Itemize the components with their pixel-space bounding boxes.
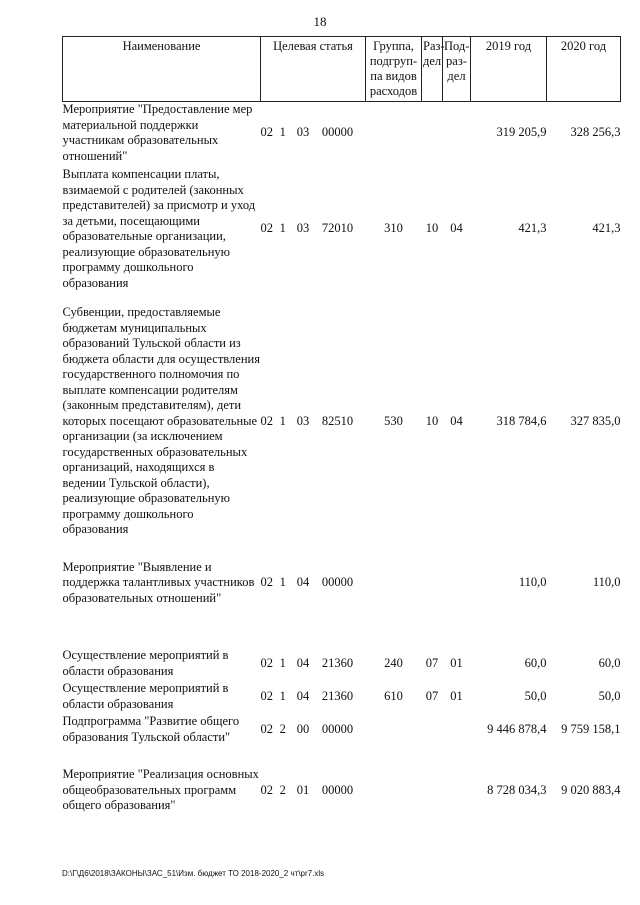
row-value-2019: 421,3: [518, 221, 547, 236]
target-code-part: 21360: [321, 688, 354, 703]
row-value-2020: 327 835,0: [570, 413, 621, 428]
row-target-code: [261, 648, 366, 679]
row-name: Осуществление мероприятий в области образования: [62, 681, 229, 711]
header-2020: 2020 год: [547, 37, 621, 102]
row-value-2020: 9 759 158,1: [561, 721, 621, 736]
table-header-row: [63, 37, 621, 102]
target-code-part: 00: [296, 721, 310, 736]
table-row: [63, 767, 621, 814]
row-value-2020: 50,0: [598, 688, 621, 703]
row-value-2020: 110,0: [592, 575, 621, 589]
table-row: [63, 102, 621, 165]
target-code-part: 1: [279, 575, 286, 589]
row-podrazdel: 01: [450, 655, 463, 670]
header-target: Целевая статья: [261, 37, 366, 102]
row-podrazdel: 01: [450, 688, 463, 703]
row-podrazdel: [443, 767, 471, 814]
row-group: [366, 767, 422, 814]
target-code-part: 1: [279, 688, 286, 703]
row-value-2020: 328 256,3: [570, 125, 621, 140]
row-podrazdel: 04: [450, 413, 463, 428]
budget-table: [62, 36, 621, 838]
target-code-part: 02: [260, 413, 273, 428]
target-code-part: 01: [296, 782, 310, 797]
row-target-code: [261, 681, 366, 712]
row-group: [366, 560, 422, 607]
row-spacer: [63, 538, 621, 560]
row-value-2019: 60,0: [524, 655, 547, 670]
target-code-part: 04: [296, 688, 310, 703]
row-podrazdel: [443, 560, 471, 607]
row-target-code: [261, 167, 366, 291]
row-value-2019: 110,0: [518, 575, 547, 589]
target-code-part: 02: [260, 221, 273, 236]
target-code-part: 00000: [321, 721, 354, 736]
target-code-part: 03: [296, 413, 310, 428]
row-target-code: [261, 305, 366, 538]
target-code-part: 1: [279, 655, 286, 670]
row-razdel: 10: [425, 413, 439, 428]
table-row: [63, 714, 621, 745]
row-value-2019: 319 205,9: [496, 125, 547, 140]
target-code-part: 82510: [321, 413, 354, 428]
target-code-part: 1: [279, 125, 286, 140]
target-code-part: 02: [260, 688, 273, 703]
target-code-part: 03: [296, 125, 310, 140]
target-code-part: 00000: [321, 575, 354, 589]
row-value-2020: 9 020 883,4: [561, 782, 621, 797]
row-value-2019: 50,0: [524, 688, 547, 703]
row-podrazdel: [443, 102, 471, 165]
target-code-part: 02: [260, 782, 273, 797]
row-razdel: [422, 102, 443, 165]
row-group: [366, 102, 422, 165]
target-code-part: 02: [260, 655, 273, 670]
target-code-part: 04: [296, 575, 310, 589]
target-code-part: 1: [279, 413, 286, 428]
table-row: [63, 648, 621, 679]
table-row: [63, 167, 621, 291]
table-row: [63, 560, 621, 607]
row-target-code: [261, 102, 366, 165]
row-name: Выплата компенсации платы, взимаемой с родителей (законных представителей) за присмотр и уход за детьми, посещающими образовательные организации, реализующие образовательную программу дошкольного образования: [62, 167, 256, 290]
row-name: Мероприятие "Предоставление мер материальной поддержки участникам образовательных отношений": [62, 102, 253, 163]
row-target-code: [261, 560, 366, 607]
target-code-part: 02: [260, 721, 273, 736]
header-podrazdel: Под-раз-дел: [443, 37, 471, 102]
row-name: Мероприятие "Реализация основных общеобразовательных программ общего образования": [62, 767, 259, 812]
target-code-part: 02: [260, 125, 273, 140]
header-group: Группа, подгруп-па видов расходов: [366, 37, 422, 102]
row-name: Субвенции, предоставляемые бюджетам муниципальных образований Тульской области из бюджета области для осуществления государственного полномочия по выплате компенсации родителям (законным представителям), дети которых посещают образовательные организации (за исключением государственных образовательных организаций, находящихся в ведении Тульской области), реализующие образовательную программу дошкольного образования: [62, 305, 260, 536]
target-code-part: 1: [279, 221, 286, 236]
row-group: 240: [384, 655, 403, 670]
table-row: [63, 305, 621, 538]
row-razdel: 07: [425, 655, 439, 670]
row-spacer: [63, 291, 621, 305]
target-code-part: 00000: [321, 782, 354, 797]
row-target-code: [261, 714, 366, 745]
row-value-2019: 9 446 878,4: [487, 721, 547, 736]
row-razdel: 10: [425, 221, 439, 236]
row-group: [366, 714, 422, 745]
row-razdel: [422, 714, 443, 745]
row-razdel: [422, 767, 443, 814]
row-group: 310: [384, 221, 403, 236]
target-code-part: 2: [279, 782, 286, 797]
row-group: 530: [384, 413, 403, 428]
header-2019: 2019 год: [471, 37, 547, 102]
row-podrazdel: 04: [450, 221, 463, 236]
row-podrazdel: [443, 714, 471, 745]
page-number: 18: [313, 14, 327, 29]
target-code-part: 04: [296, 655, 310, 670]
file-path-footer: D:\Г\Д6\2018\ЗАКОНЫ\ЗАС_51\Изм. бюджет ТО 2018-2020_2 чт\pr7.xls: [62, 869, 325, 878]
row-spacer: [63, 814, 621, 838]
row-razdel: 07: [425, 688, 439, 703]
row-name: Осуществление мероприятий в области образования: [62, 648, 229, 678]
header-name: Наименование: [63, 37, 261, 102]
row-name: Подпрограмма "Развитие общего образования Тульской области": [62, 714, 240, 744]
row-spacer: [63, 745, 621, 767]
row-value-2020: 60,0: [598, 655, 621, 670]
row-name: Мероприятие "Выявление и поддержка талантливых участников образовательных отношений": [62, 559, 255, 605]
row-value-2020: 421,3: [592, 221, 621, 236]
target-code-part: 00000: [321, 125, 354, 140]
header-razdel: Раз-дел: [422, 37, 443, 102]
table-row: [63, 681, 621, 712]
row-target-code: [261, 767, 366, 814]
row-value-2019: 8 728 034,3: [487, 782, 547, 797]
row-value-2019: 318 784,6: [496, 413, 547, 428]
row-spacer: [63, 606, 621, 648]
target-code-part: 21360: [321, 655, 354, 670]
target-code-part: 02: [260, 575, 273, 589]
target-code-part: 72010: [321, 221, 354, 236]
target-code-part: 2: [279, 721, 286, 736]
target-code-part: 03: [296, 221, 310, 236]
row-razdel: [422, 560, 443, 607]
row-group: 610: [384, 688, 403, 703]
